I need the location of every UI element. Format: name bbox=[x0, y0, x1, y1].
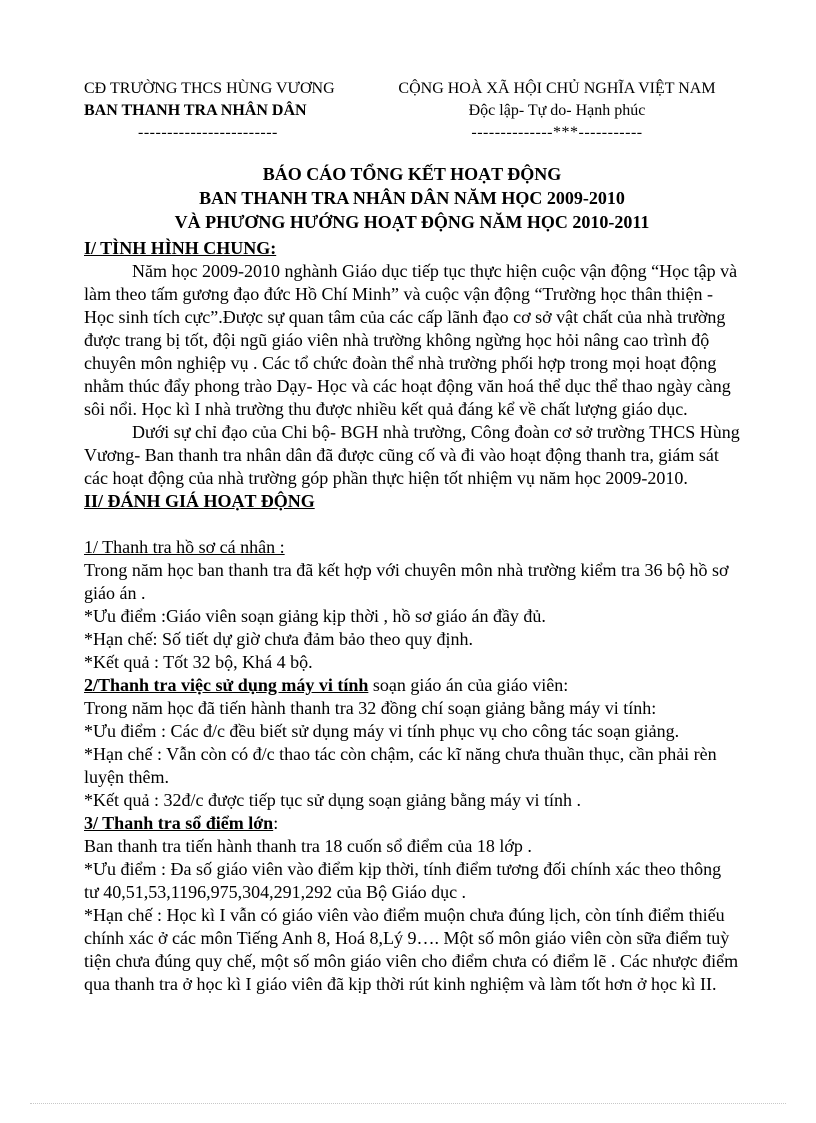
header-left bbox=[84, 78, 374, 144]
item-1-line-1: Trong năm học ban thanh tra đã kết hợp với chuyên môn nhà trường kiểm tra 36 bộ hồ sơ giáo án . bbox=[84, 560, 729, 603]
item-2-heading-rest: soạn giáo án của giáo viên: bbox=[368, 675, 569, 695]
title-line-3: VÀ PHƯƠNG HƯỚNG HOẠT ĐỘNG NĂM HỌC 2010-2011 bbox=[174, 212, 650, 232]
item-3-line-2: *Ưu điểm : Đa số giáo viên vào điểm kịp thời, tính điểm tương đối chính xác theo thông tư 40,51,53,1196,975,304,291,292 của Bộ Giáo dục . bbox=[84, 859, 722, 902]
item-3-heading: 3/ Thanh tra sổ điểm lớn bbox=[84, 813, 274, 833]
item-3-line-1: Ban thanh tra tiến hành thanh tra 18 cuốn sổ điểm của 18 lớp . bbox=[84, 836, 532, 856]
page-footer-divider bbox=[30, 1103, 786, 1104]
item-3-heading-rest: : bbox=[273, 813, 279, 833]
item-1-line-2: *Ưu điểm :Giáo viên soạn giảng kịp thời , hồ sơ giáo án đầy đủ. bbox=[84, 606, 546, 626]
item-3-line-3: *Hạn chế : Học kì I vẫn có giáo viên vào điểm muộn chưa đúng lịch, còn tính điểm thiếu chính xác ở các môn Tiếng Anh 8, Hoá 8,Lý 9…. Một số môn giáo viên còn sữa điểm tuỳ tiện chưa đúng quy chế, một số môn giáo viên cho điểm chưa có điểm lẽ . Các nhược điểm qua thanh tra ở học kì I giáo viên đã kịp thời rút kinh nghiệm và làm tốt hơn ở học kì II. bbox=[84, 905, 739, 994]
item-1-heading: 1/ Thanh tra hồ sơ cá nhân : bbox=[84, 537, 285, 557]
committee-name: BAN THANH TRA NHÂN DÂN bbox=[84, 102, 307, 119]
item-1-line-4: *Kết quả : Tốt 32 bộ, Khá 4 bộ. bbox=[84, 652, 313, 672]
report-title bbox=[84, 162, 740, 234]
title-line-2: BAN THANH TRA NHÂN DÂN NĂM HỌC 2009-2010 bbox=[199, 188, 625, 208]
report-body bbox=[84, 237, 740, 996]
item-3-heading-row bbox=[84, 812, 740, 835]
header-right-divider: --------------***----------- bbox=[471, 124, 643, 141]
country-name: CỘNG HOÀ XÃ HỘI CHỦ NGHĨA VIỆT NAM bbox=[398, 80, 716, 97]
item-2-line-2: *Ưu điểm : Các đ/c đều biết sử dụng máy vi tính phục vụ cho công tác soạn giảng. bbox=[84, 721, 680, 741]
item-2-line-4: *Kết quả : 32đ/c được tiếp tục sử dụng soạn giảng bằng máy vi tính . bbox=[84, 790, 581, 810]
section-1-paragraph-2: Dưới sự chỉ đạo của Chi bộ- BGH nhà trường, Công đoàn cơ sở trường THCS Hùng Vương- Ban thanh tra nhân dân đã được cũng cố và đi vào hoạt động thanh tra, giám sát các hoạt động của nhà trường góp phần thực hiện tốt nhiệm vụ năm học 2009-2010. bbox=[84, 422, 740, 488]
item-2-heading-row bbox=[84, 674, 740, 697]
title-line-1: BÁO CÁO TỔNG KẾT HOẠT ĐỘNG bbox=[262, 164, 562, 184]
section-1-heading: I/ TÌNH HÌNH CHUNG: bbox=[84, 238, 277, 258]
section-2-heading: II/ ĐÁNH GIÁ HOẠT ĐỘNG bbox=[84, 491, 315, 511]
section-1-paragraph-1: Năm học 2009-2010 nghành Giáo dục tiếp tục thực hiện cuộc vận động “Học tập và làm theo tấm gương đạo đức Hồ Chí Minh” và cuộc vận động “Trường học thân thiện - Học sinh tích cực”.Được sự quan tâm của các cấp lãnh đạo cơ sở vật chất của nhà trường được trang bị tốt, đội ngũ giáo viên nhà trường không ngừng học hỏi nâng cao trình độ chuyên môn nghiệp vụ . Các tổ chức đoàn thể nhà trường phối hợp trong mọi hoạt động nhằm thúc đẩy phong trào Dạy- Học và các hoạt động văn hoá thể dục thể thao ngày càng sôi nổi. Học kì I nhà trường thu được nhiều kết quả đáng kể về chất lượng giáo dục. bbox=[84, 261, 738, 419]
header-right bbox=[372, 78, 742, 144]
item-2-line-1: Trong năm học đã tiến hành thanh tra 32 đồng chí soạn giảng bằng máy vi tính: bbox=[84, 698, 657, 718]
national-motto: Độc lập- Tự do- Hạnh phúc bbox=[468, 102, 646, 119]
item-1-line-3: *Hạn chế: Số tiết dự giờ chưa đảm bảo theo quy định. bbox=[84, 629, 473, 649]
union-name: CĐ TRƯỜNG THCS HÙNG VƯƠNG bbox=[84, 80, 335, 97]
header-left-divider: ------------------------ bbox=[138, 124, 278, 141]
item-2-heading: 2/Thanh tra việc sử dụng máy vi tính bbox=[84, 675, 369, 695]
item-2-line-3: *Hạn chế : Vẫn còn có đ/c thao tác còn chậm, các kĩ năng chưa thuần thục, cần phải rèn luyện thêm. bbox=[84, 744, 717, 787]
